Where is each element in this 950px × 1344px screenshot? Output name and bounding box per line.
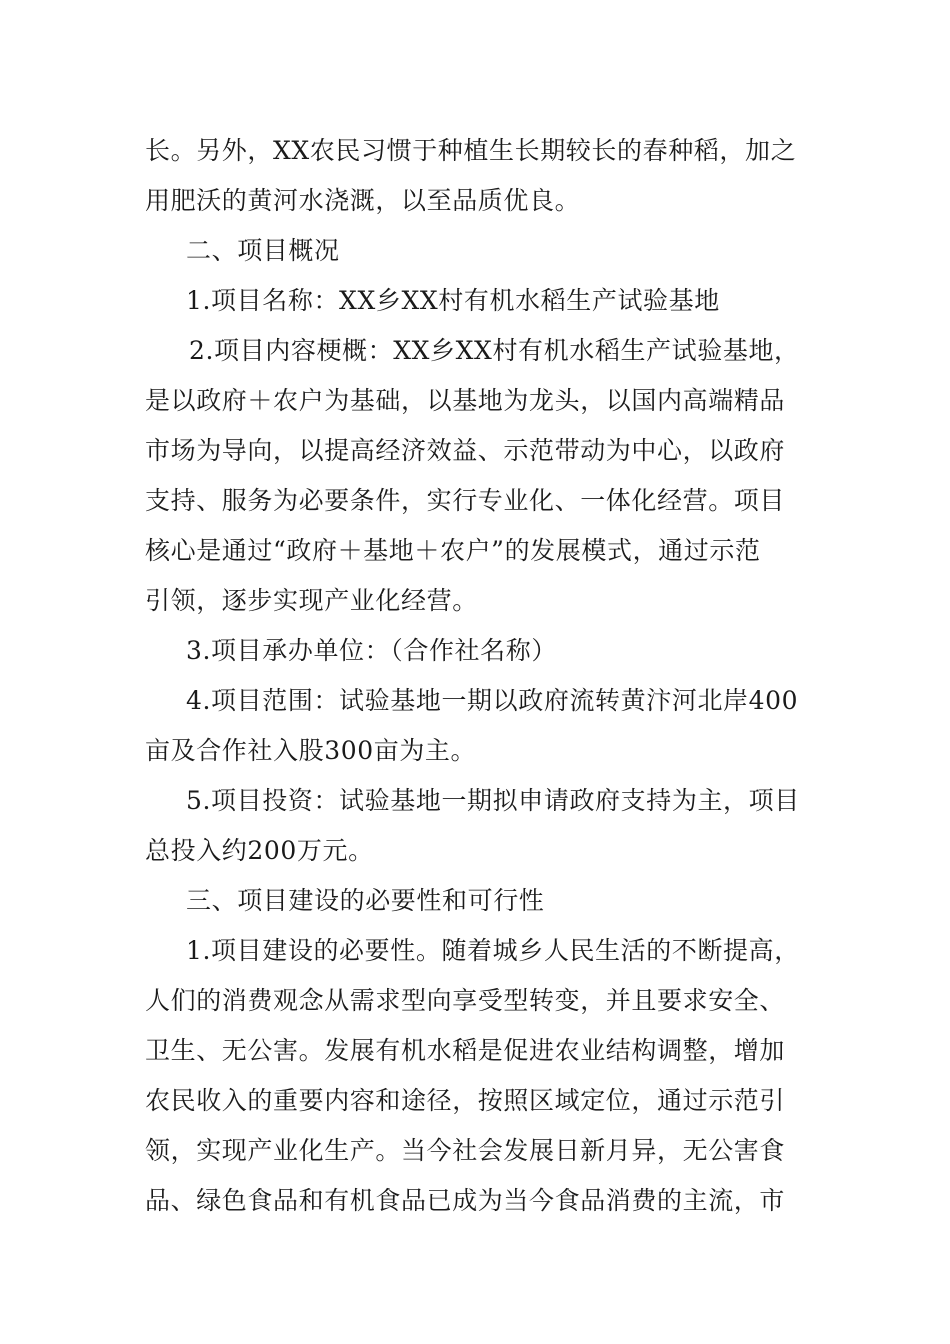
text-line: 1.项目名称：XX乡XX村有机水稻生产试验基地 (186, 286, 720, 315)
text-line: 用肥沃的黄河水浇溉，以至品质优良。 (145, 186, 581, 215)
text-line: 亩及合作社入股300亩为主。 (145, 736, 477, 765)
text-line: 4.项目范围：试验基地一期以政府流转黄汴河北岸400 (186, 686, 799, 715)
text-line: 卫生、无公害。发展有机水稻是促进农业结构调整，增加 (145, 1036, 786, 1065)
text-line: 引领，逐步实现产业化经营。 (145, 586, 478, 615)
text-line: 领，实现产业化生产。当今社会发展日新月异，无公害食 (145, 1136, 786, 1165)
text-line: 市场为导向，以提高经济效益、示范带动为中心，以政府 (145, 436, 786, 465)
text-line: 人们的消费观念从需求型向享受型转变，并且要求安全、 (145, 986, 786, 1015)
text-line: 5.项目投资：试验基地一期拟申请政府支持为主，项目 (186, 786, 800, 815)
text-line: 品、绿色食品和有机食品已成为当今食品消费的主流，市 (145, 1186, 786, 1215)
text-line: 3.项目承办单位：（合作社名称） (186, 636, 557, 665)
text-line: 1.项目建设的必要性。随着城乡人民生活的不断提高， (186, 936, 800, 965)
section-heading: 二、项目概况 (186, 236, 340, 265)
text-line: 核心是通过“政府＋基地＋农户”的发展模式，通过示范 (145, 536, 761, 565)
text-line: 支持、服务为必要条件，实行专业化、一体化经营。项目 (145, 486, 786, 515)
text-line: 是以政府＋农户为基础，以基地为龙头，以国内高端精品 (145, 386, 786, 415)
text-line: 总投入约200万元。 (145, 836, 374, 865)
text-line: 长。另外，XX农民习惯于种植生长期较长的春种稻，加之 (145, 136, 797, 165)
text-line: 2.项目内容梗概：XX乡XX村有机水稻生产试验基地， (189, 336, 800, 365)
section-heading: 三、项目建设的必要性和可行性 (186, 886, 545, 915)
text-line: 农民收入的重要内容和途径，按照区域定位，通过示范引 (145, 1086, 786, 1115)
